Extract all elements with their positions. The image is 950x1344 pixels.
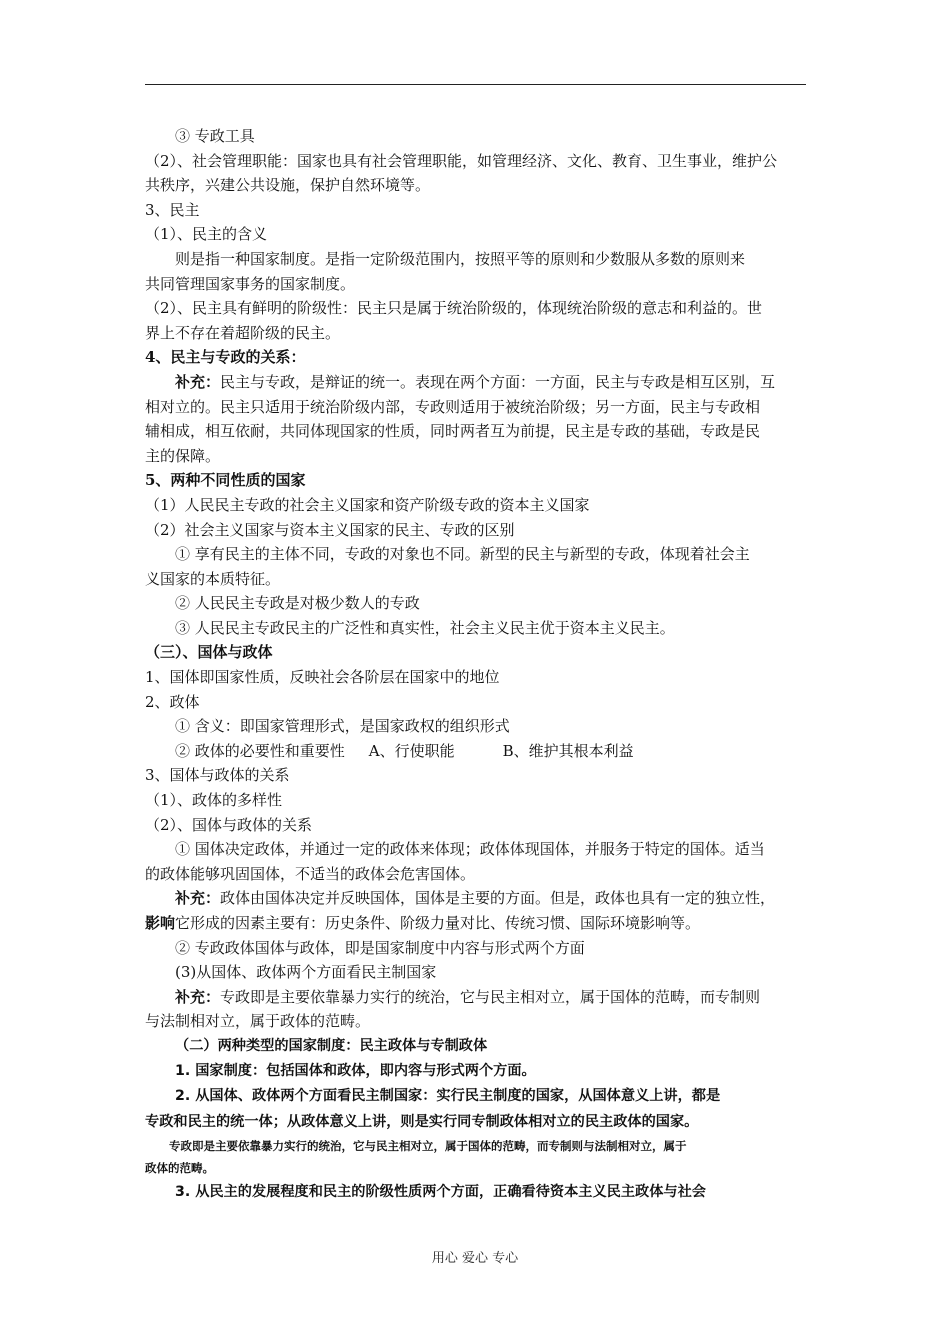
text-line [145, 739, 809, 764]
text-line: 1. 国家制度：包括国体和政体，即内容与形式两个方面。 [175, 1063, 536, 1080]
text-line: 辅相成，相互依耐，共同体现国家的性质，同时两者互为前提，民主是专政的基础，专政是民 [145, 422, 761, 441]
text-line: 相对立的。民主只适用于统治阶级内部，专政则适用于被统治阶级；另一方面，民主与专政相 [145, 397, 761, 416]
text-span: B、维护其根本利益 [502, 741, 634, 760]
text-line: ② 人民民主专政是对极少数人的专政 [175, 594, 420, 613]
text-line: 义国家的本质特征。 [145, 569, 281, 588]
text-line: ② 专政政体国体与政体，即是国家制度中内容与形式两个方面 [175, 938, 585, 957]
page-footer: 用心 爱心 专心 [431, 1251, 519, 1266]
text-line: 与法制相对立，属于政体的范畴。 [145, 1012, 371, 1031]
text-line: 1、国体即国家性质，反映社会各阶层在国家中的地位 [145, 668, 500, 687]
small-text-line: 专政即是主要依靠暴力实行的统治，它与民主相对立，属于国体的范畴，而专制则与法制相对立，属于 [169, 1138, 687, 1153]
section-heading: （三）、国体与政体 [145, 643, 273, 662]
text-line: （1）、民主的含义 [145, 225, 268, 244]
section-heading: （二）两种类型的国家制度：民主政体与专制政体 [175, 1037, 488, 1054]
text-span: 政体由国体决定并反映国体，国体是主要的方面。但是，政体也具有一定的独立性， [220, 889, 776, 908]
text-line: 主的保障。 [145, 446, 221, 465]
text-line: （2）、民主具有鲜明的阶级性：民主只是属于统治阶级的，体现统治阶级的意志和利益的。世 [145, 299, 763, 318]
text-line: ① 含义：即国家管理形式，是国家政权的组织形式 [175, 717, 510, 736]
text-span: A、行使职能 [368, 741, 455, 760]
text-line: （2）、国体与政体的关系 [145, 815, 313, 834]
text-line: （1）人民民主专政的社会主义国家和资产阶级专政的资本主义国家 [145, 495, 590, 514]
text-line: （1）、政体的多样性 [145, 791, 283, 810]
text-line: ① 享有民主的主体不同，专政的对象也不同。新型的民主与新型的专政，体现着社会主 [175, 545, 750, 564]
section-heading: 3、民主 [145, 200, 200, 219]
text-line: 3、国体与政体的关系 [145, 766, 290, 785]
text-line: 则是指一种国家制度。是指一定阶级范围内，按照平等的原则和少数服从多数的原则来 [175, 249, 746, 268]
text-line [145, 886, 809, 911]
text-line: 共秩序，兴建公共设施，保护自然环境等。 [145, 176, 431, 195]
section-heading: 4、民主与专政的关系： [145, 348, 306, 367]
supplement-label: 补充： [175, 987, 221, 1006]
text-line: ③ 专政工具 [175, 127, 255, 145]
supplement-label: 补充： [175, 372, 221, 391]
text-line: ③ 人民民主专政民主的广泛性和真实性，社会主义民主优于资本主义民主。 [175, 618, 675, 637]
text-span: 专政即是主要依靠暴力实行的统治，它与民主相对立，属于国体的范畴，而专制则 [220, 987, 761, 1006]
text-line: 的政体能够巩固国体，不适当的政体会危害国体。 [145, 864, 476, 883]
bold-span: 影响 [145, 914, 176, 932]
text-line: （2）社会主义国家与资本主义国家的民主、专政的区别 [145, 520, 515, 539]
text-line [145, 911, 809, 936]
text-line: 3. 从民主的发展程度和民主的阶级性质两个方面，正确看待资本主义民主政体与社会 [175, 1183, 706, 1200]
text-span: 民主与专政，是辩证的统一。表现在两个方面：一方面，民主与专政是相互区别，互 [220, 372, 776, 391]
text-line [145, 985, 809, 1010]
text-line: (3)从国体、政体两个方面看民主制国家 [175, 963, 437, 982]
text-line: ① 国体决定政体，并通过一定的政体来体现；政体体现国体，并服务于特定的国体。适当 [175, 840, 765, 859]
text-line: （2）、社会管理职能：国家也具有社会管理职能，如管理经济、文化、教育、卫生事业，维护公 [145, 151, 778, 170]
header-rule [145, 84, 806, 85]
text-line [145, 370, 809, 395]
section-heading: 5、两种不同性质的国家 [145, 471, 306, 490]
text-line: 共同管理国家事务的国家制度。 [145, 274, 356, 293]
small-text-line: 政体的范畴。 [145, 1161, 214, 1176]
text-line: 专政和民主的统一体；从政体意义上讲，则是实行同专制政体相对立的民主政体的国家。 [145, 1113, 699, 1130]
text-line: 2. 从国体、政体两个方面看民主制国家：实行民主制度的国家，从国体意义上讲，都是 [175, 1088, 721, 1105]
text-line: 界上不存在着超阶级的民主。 [145, 323, 341, 342]
supplement-label: 补充： [175, 889, 221, 908]
text-span: ② 政体的必要性和重要性 [175, 741, 345, 760]
document-body [145, 124, 809, 1205]
text-span: 它形成的因素主要有：历史条件、阶级力量对比、传统习惯、国际环境影响等。 [175, 914, 701, 932]
text-line: 2、政体 [145, 692, 200, 711]
